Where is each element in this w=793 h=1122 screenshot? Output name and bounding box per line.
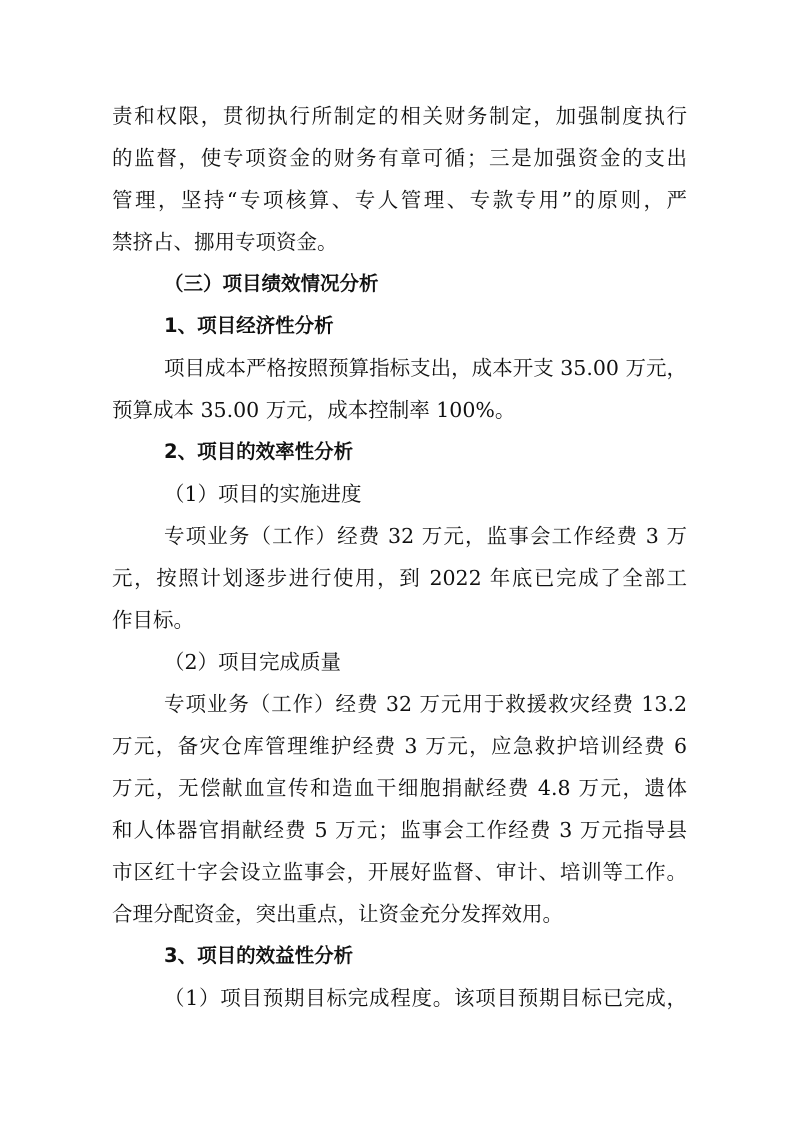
paragraph-line: 禁挤占、挪用专项资金。 xyxy=(112,230,338,254)
paragraph-line: （1）项目预期目标完成程度。该项目预期目标已完成， xyxy=(164,986,687,1010)
paragraph-line: 专项业务（工作）经费 32 万元用于救援救灾经费 13.2 xyxy=(164,692,687,716)
paragraph-line: 市区红十字会设立监事会，开展好监督、审计、培训等工作。 xyxy=(112,860,687,884)
paragraph-line: 管理，坚持“专项核算、专人管理、专款专用”的原则，严 xyxy=(112,188,687,212)
paragraph-line: 责和权限，贯彻执行所制定的相关财务制定，加强制度执行 xyxy=(112,104,687,128)
paragraph-line: 的监督，使专项资金的财务有章可循；三是加强资金的支出 xyxy=(112,146,687,170)
paragraph-line: 和人体器官捐献经费 5 万元；监事会工作经费 3 万元指导县 xyxy=(112,818,687,842)
item-heading: （2）项目完成质量 xyxy=(164,650,342,674)
item-heading: （1）项目的实施进度 xyxy=(164,482,362,506)
subsection-heading: 3、项目的效益性分析 xyxy=(164,944,354,967)
paragraph-line: 万元，无偿献血宣传和造血干细胞捐献经费 4.8 万元，遗体 xyxy=(112,776,687,800)
subsection-heading: 1、项目经济性分析 xyxy=(164,314,334,337)
paragraph-line: 预算成本 35.00 万元，成本控制率 100%。 xyxy=(112,398,516,422)
paragraph-line: 万元，备灾仓库管理维护经费 3 万元，应急救护培训经费 6 xyxy=(112,734,687,758)
paragraph-line: 专项业务（工作）经费 32 万元，监事会工作经费 3 万 xyxy=(164,524,687,548)
paragraph-line: 合理分配资金，突出重点，让资金充分发挥效用。 xyxy=(112,902,563,926)
paragraph-line: 项目成本严格按照预算指标支出，成本开支 35.00 万元， xyxy=(164,356,687,380)
paragraph-line: 元，按照计划逐步进行使用，到 2022 年底已完成了全部工 xyxy=(112,566,687,590)
paragraph-line: 作目标。 xyxy=(112,608,194,632)
subsection-heading: 2、项目的效率性分析 xyxy=(164,440,354,463)
section-heading: （三）项目绩效情况分析 xyxy=(164,272,379,295)
